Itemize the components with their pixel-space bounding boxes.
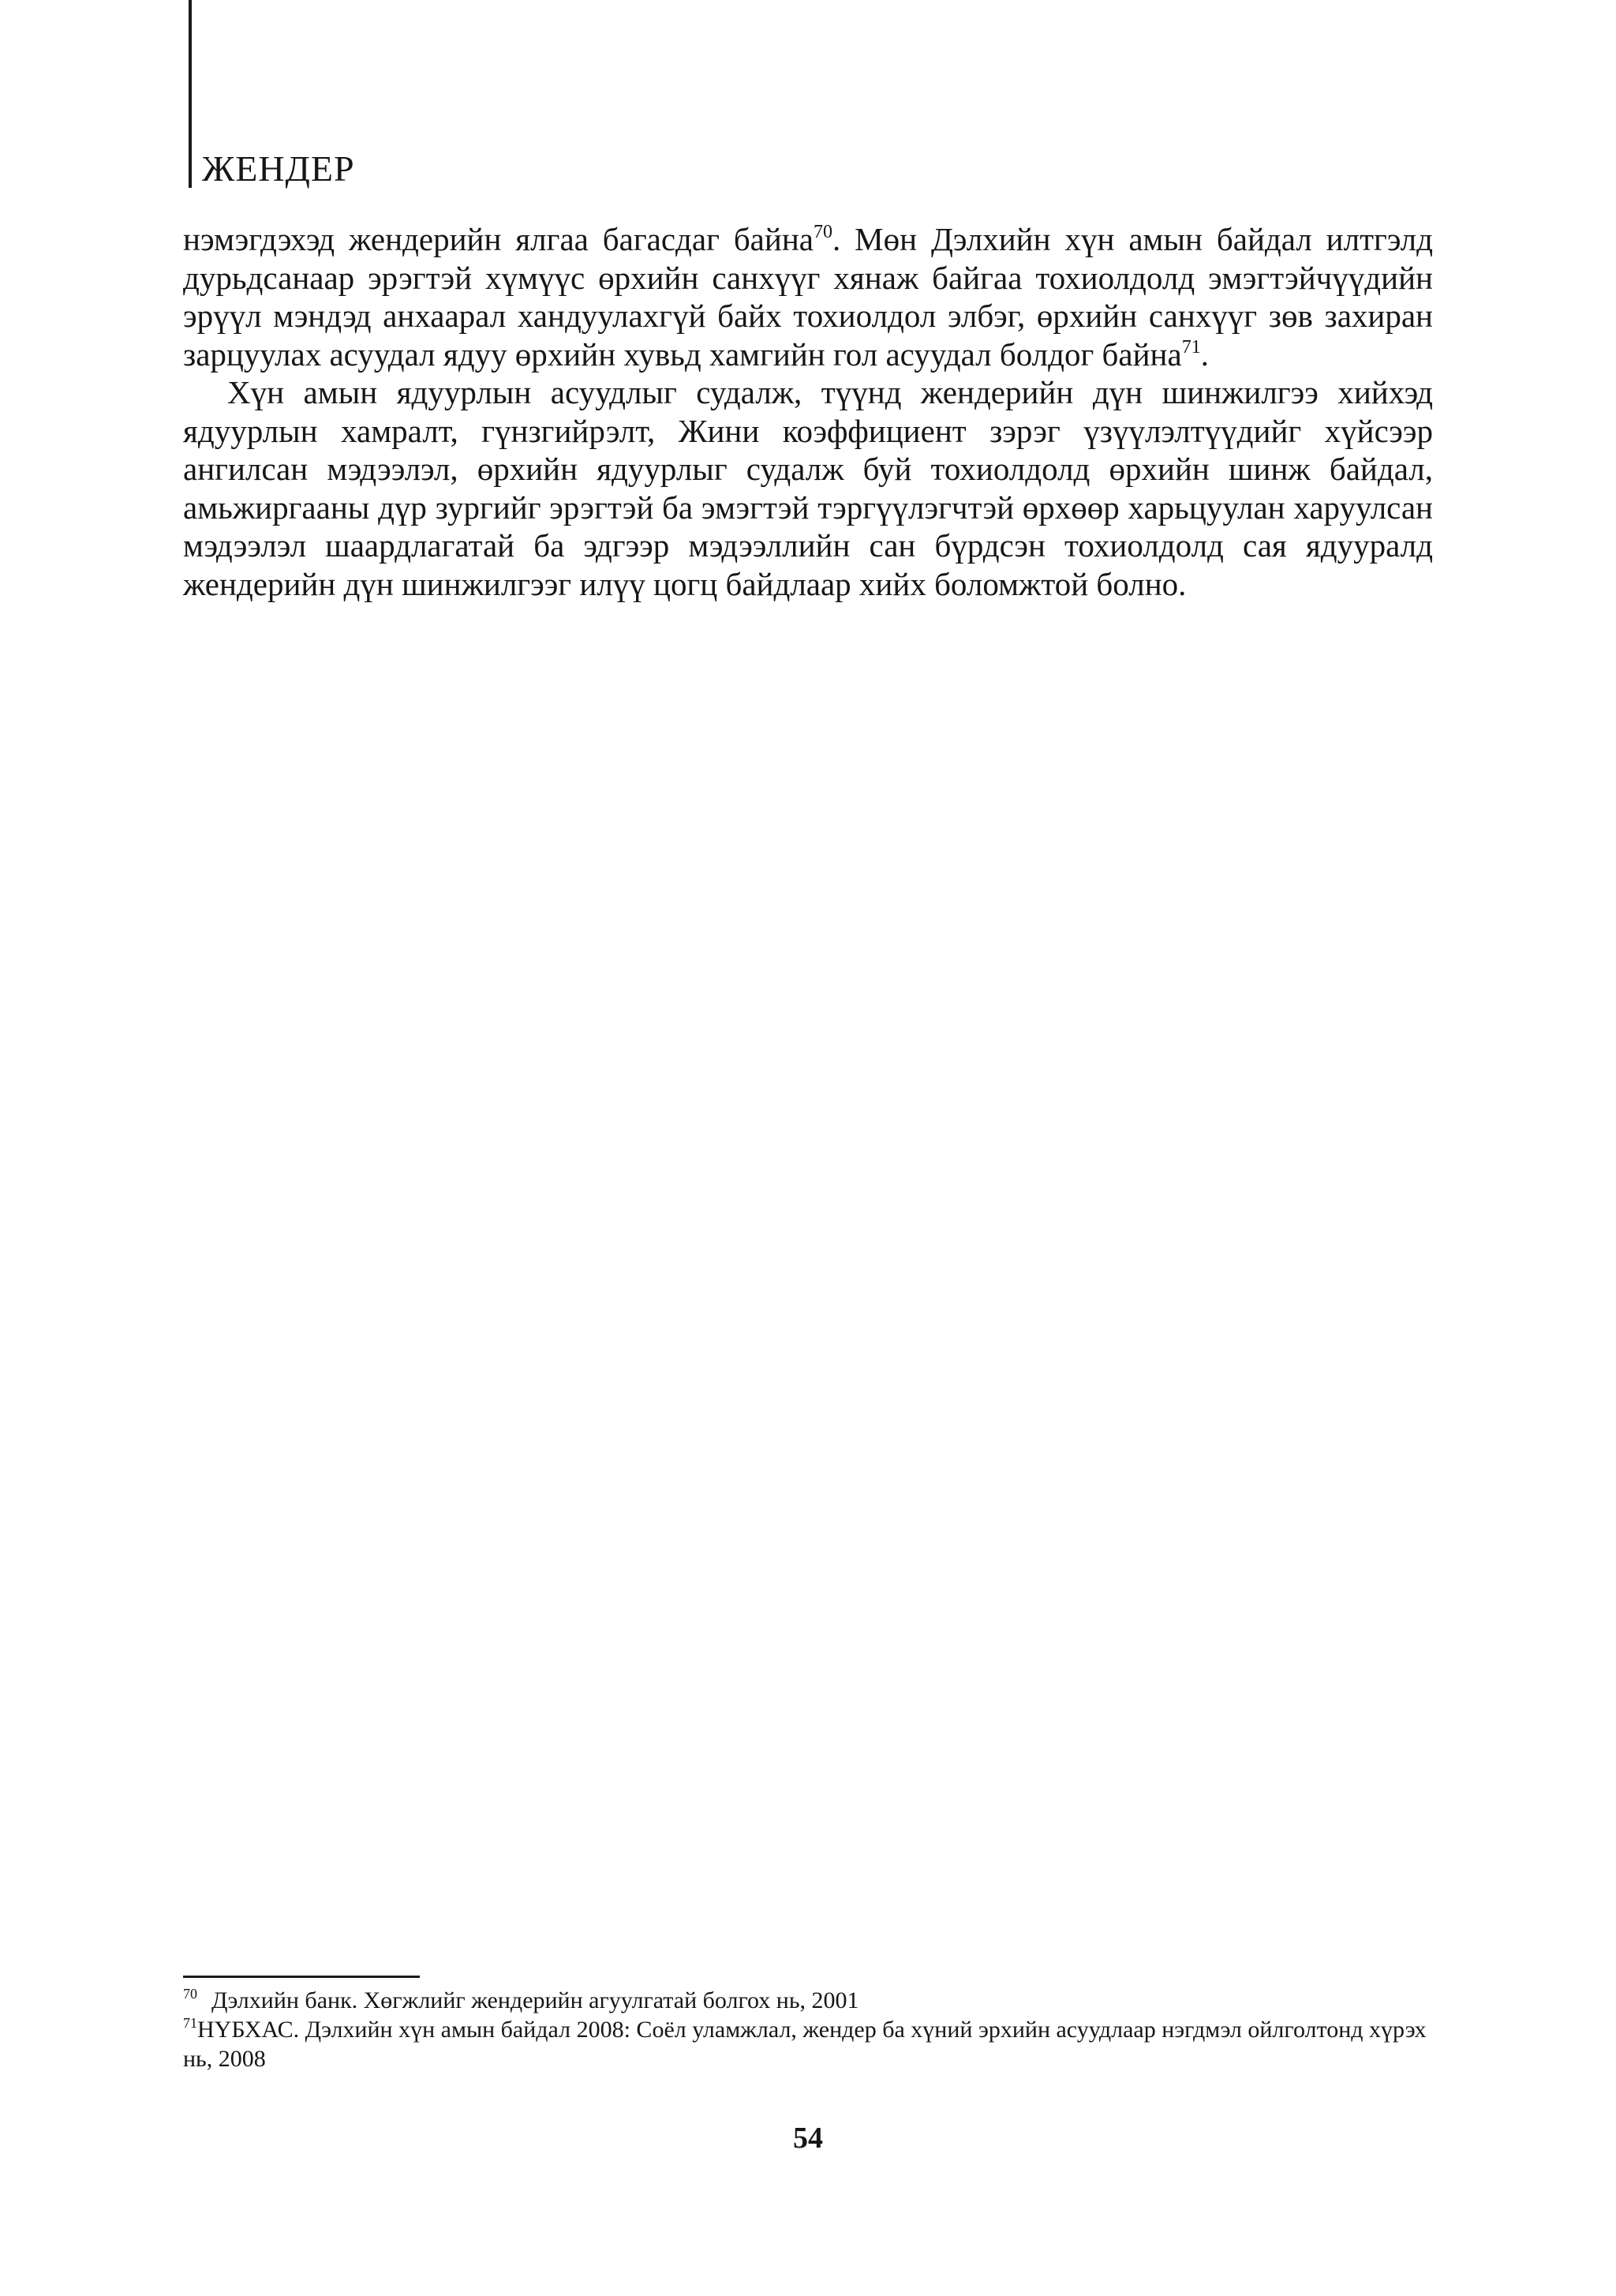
paragraph-1-text: нэмэгдэхэд жендерийн ялгаа багасдаг байна xyxy=(183,221,814,257)
paragraph-1-end: . xyxy=(1200,335,1209,373)
paragraph-2: Хүн амын ядуурлын асуудлыг судалж, түүнд жендерийн дүн шинжилгээ хийхэд ядуурлын хамралт, гүнзгийрэлт, Жини коэффициент зэрэг үзүүлэлтүүдийг хүйсээр ангилсан мэдээлэл, өрхийн ядуурлыг судалж буй тохиолдолд өрхийн шинж байдал, амьжиргааны дүр зургийг эрэгтэй ба эмэгтэй тэргүүлэгчтэй өрхөөр харьцуулан харуулсан мэдээлэл шаардлагатай ба эдгээр мэдээллийн сан бүрдсэн тохиолдолд сая ядууралд жендерийн дүн шинжилгээг илүү цогц байдлаар хийх боломжтой болно. xyxy=(183,374,1433,602)
paragraph-1 xyxy=(183,220,1433,373)
footnotes xyxy=(183,1986,1433,2073)
body-text xyxy=(183,220,1433,603)
page-number: 54 xyxy=(793,2122,823,2155)
footnote-number: 70 xyxy=(183,1986,197,2002)
footnote-text: НҮБХАС. Дэлхийн хүн амын байдал 2008: Соёл уламжлал, жендер ба хүний эрхийн асуудлаар нэгдмэл ойлголтонд хүрэх нь, 2008 xyxy=(183,2017,1427,2072)
footnote-separator xyxy=(183,1976,420,1978)
footnote-ref-70[interactable]: 70 xyxy=(813,222,832,242)
footnote-text: Дэлхийн банк. Хөгжлийг жендерийн агуулгатай болгох нь, 2001 xyxy=(211,1987,859,2013)
paragraph-1-text-continued: . Мөн Дэлхийн хүн амын байдал илтгэлд дурьдсанаар эрэгтэй хүмүүс өрхийн санхүүг хянаж байгаа тохиолдолд эмэгтэйчүүдийн эрүүл мэндэд анхаарал хандуулахгүй байх тохиолдол элбэг, өрхийн санхүүг зөв захиран зарцуулах асуудал ядуу өрхийн хувьд хамгийн гол асуудал болдог байна xyxy=(183,221,1433,373)
footnote-ref-71[interactable]: 71 xyxy=(1181,336,1201,358)
running-header: ЖЕНДЕР xyxy=(202,148,355,189)
footnote-71 xyxy=(183,2015,1433,2073)
footnote-number: 71 xyxy=(183,2015,197,2031)
footnote-70 xyxy=(183,1986,1433,2015)
header-vertical-rule xyxy=(189,0,192,188)
